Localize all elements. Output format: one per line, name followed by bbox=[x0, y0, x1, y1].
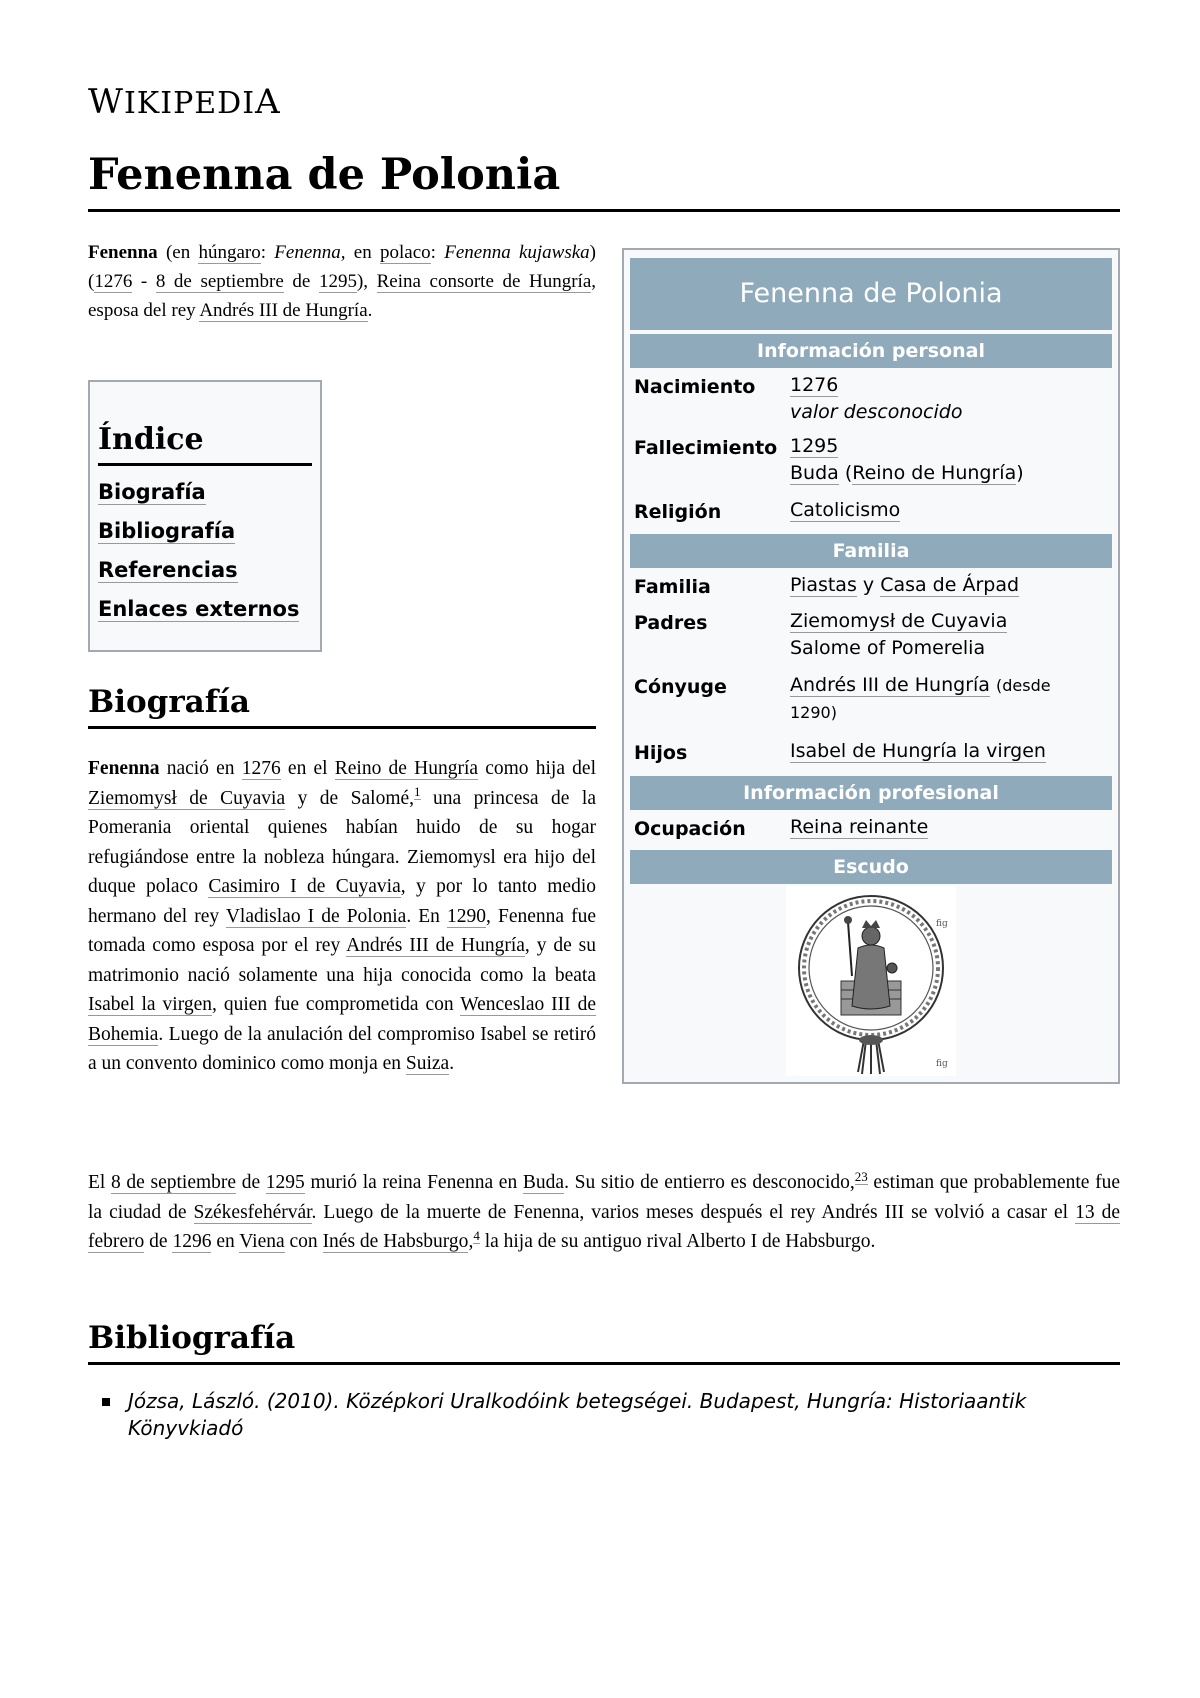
label-familia: Familia bbox=[634, 576, 711, 598]
link-1296[interactable]: 1296 bbox=[172, 1231, 212, 1252]
link-reina-reinante[interactable]: Reina reinante bbox=[790, 816, 929, 838]
link-ziemomysl[interactable]: Ziemomysł de Cuyavia bbox=[790, 610, 1008, 632]
text: , Fenenna fue tomada como esposa por el rey bbox=[88, 905, 597, 956]
label-nacimiento: Nacimiento bbox=[634, 376, 756, 398]
biografia-paragraph-1 bbox=[88, 754, 596, 1079]
link-8-septiembre[interactable]: 8 de septiembre bbox=[111, 1172, 237, 1193]
text: y bbox=[856, 574, 881, 596]
reference-label: 4 bbox=[473, 1227, 480, 1243]
link-szekesfehervar[interactable]: Székesfehérvár bbox=[193, 1201, 312, 1223]
text-italic: Fenenna, bbox=[274, 242, 346, 263]
link-hungaro[interactable]: húngaro bbox=[198, 242, 261, 263]
biografia-paragraph-2 bbox=[88, 1168, 1120, 1257]
infobox-section-familia: Familia bbox=[630, 534, 1112, 568]
text: (en bbox=[157, 242, 199, 263]
link-1295[interactable]: 1295 bbox=[318, 271, 357, 292]
link-viena[interactable]: Viena bbox=[239, 1231, 285, 1252]
section-heading-bibliografia: Bibliografía bbox=[88, 1320, 1120, 1365]
wikipedia-logo[interactable]: WIKIPEDIA bbox=[88, 82, 281, 122]
link-reino-hungria[interactable]: Reino de Hungría bbox=[852, 462, 1017, 484]
link-buda[interactable]: Buda bbox=[790, 462, 839, 484]
text: El bbox=[88, 1172, 111, 1193]
text: . Luego de la anulación del compromiso Isabel se retiró a un convento dominico como monja en bbox=[88, 1023, 596, 1074]
reference-label: 3 bbox=[861, 1168, 868, 1184]
infobox-section-escudo: Escudo bbox=[630, 850, 1112, 884]
toc-item-biografia[interactable] bbox=[98, 480, 312, 505]
toc-item-label: Biografía bbox=[98, 480, 206, 504]
seal-image[interactable] bbox=[786, 886, 956, 1076]
link-wenceslao[interactable]: Wenceslao III de Bohemia bbox=[88, 994, 597, 1045]
link-polaco[interactable]: polaco bbox=[380, 242, 431, 263]
conyuge-note: (desde 1290) bbox=[790, 676, 1051, 722]
text: : bbox=[260, 242, 275, 263]
link-vladislao[interactable]: Vladislao I de Polonia bbox=[225, 905, 407, 927]
toc-item-bibliografia[interactable] bbox=[98, 519, 312, 544]
value-religion bbox=[790, 497, 900, 524]
link-ines-habsburgo[interactable]: Inés de Habsburgo bbox=[322, 1231, 469, 1252]
link-1276[interactable]: 1276 bbox=[94, 271, 133, 292]
link-casimiro[interactable]: Casimiro I de Cuyavia bbox=[208, 876, 401, 897]
lead-name: Fenenna bbox=[88, 242, 158, 263]
text: la hija de su antiguo rival Alberto I de Habsburgo. bbox=[479, 1231, 876, 1252]
text: de bbox=[283, 271, 319, 292]
text: y de Salomé, bbox=[285, 787, 415, 809]
value-padres bbox=[790, 608, 1007, 662]
text: , quien fue comprometida con bbox=[212, 994, 461, 1015]
value-ocupacion bbox=[790, 814, 928, 841]
reference-label: 2 bbox=[854, 1168, 862, 1184]
link-1276[interactable]: 1276 bbox=[241, 758, 281, 779]
infobox bbox=[622, 248, 1120, 1084]
logo-wordmark: IKIPEDI bbox=[123, 86, 256, 121]
label-religion: Religión bbox=[634, 501, 722, 523]
link-suiza[interactable]: Suiza bbox=[405, 1053, 450, 1074]
toc-item-label: Referencias bbox=[98, 558, 238, 582]
link-1276[interactable]: 1276 bbox=[790, 374, 839, 396]
label-padres: Padres bbox=[634, 612, 708, 634]
label-conyuge: Cónyuge bbox=[634, 676, 727, 698]
link-8-septiembre[interactable]: 8 de septiembre bbox=[155, 271, 284, 292]
link-reino-hungria[interactable]: Reino de Hungría bbox=[334, 758, 479, 779]
link-piastas[interactable]: Piastas bbox=[790, 574, 857, 596]
value-nacimiento bbox=[790, 372, 962, 426]
text: como hija del bbox=[478, 758, 596, 779]
text: . bbox=[449, 1053, 455, 1074]
page-title: Fenenna de Polonia bbox=[88, 145, 1120, 212]
bullet-icon bbox=[102, 1398, 110, 1406]
bibliography-list bbox=[88, 1388, 1120, 1442]
svg-text:fig: fig bbox=[936, 1059, 948, 1069]
svg-text:fig: fig bbox=[936, 919, 948, 929]
toc-item-enlaces-externos[interactable] bbox=[98, 597, 312, 622]
toc-title: Índice bbox=[98, 422, 312, 466]
text: de bbox=[144, 1231, 173, 1252]
link-andres-iii[interactable]: Andrés III de Hungría bbox=[790, 674, 990, 696]
link-isabel-virgen[interactable]: Isabel la virgen bbox=[88, 994, 212, 1015]
text: estiman que probablemente fue la ciudad de bbox=[88, 1172, 1120, 1223]
value-familia bbox=[790, 572, 1019, 599]
bibliography-entry: Józsa, László. (2010). Középkori Uralkodóink betegségei. Budapest, Hungría: Historiaantik Könyvkiadó bbox=[128, 1389, 1027, 1440]
text: , esposa del rey bbox=[88, 271, 597, 321]
toc-item-label: Enlaces externos bbox=[98, 597, 300, 621]
text: ) ( bbox=[88, 242, 596, 292]
text: de bbox=[236, 1172, 266, 1193]
text: . Su sitio de entierro es desconocido, bbox=[564, 1172, 855, 1193]
label-fallecimiento: Fallecimiento bbox=[634, 437, 778, 459]
text: Salome of Pomerelia bbox=[790, 637, 986, 659]
text: - bbox=[132, 271, 156, 292]
link-1295[interactable]: 1295 bbox=[265, 1172, 305, 1193]
lead-paragraph bbox=[88, 238, 596, 325]
text: , y por lo tanto medio hermano del rey bbox=[88, 876, 596, 927]
link-andres-iii[interactable]: Andrés III de Hungría bbox=[346, 935, 525, 956]
value-conyuge bbox=[790, 672, 1090, 726]
infobox-section-personal: Información personal bbox=[630, 334, 1112, 368]
infobox-section-profesional: Información profesional bbox=[630, 776, 1112, 810]
text: . Luego de la muerte de Fenenna, varios meses después el rey Andrés III se volvió a casar el bbox=[311, 1201, 1076, 1223]
link-casa-arpad[interactable]: Casa de Árpad bbox=[880, 574, 1020, 596]
label-ocupacion: Ocupación bbox=[634, 818, 746, 840]
table-of-contents bbox=[88, 380, 322, 652]
text: : bbox=[430, 242, 445, 263]
text: ), bbox=[356, 271, 377, 292]
text-bold: Fenenna bbox=[88, 758, 160, 779]
text: en el bbox=[280, 758, 335, 779]
text: en bbox=[211, 1231, 240, 1252]
link-ziemomysl[interactable]: Ziemomysł de Cuyavia bbox=[88, 787, 286, 809]
link-catolicismo[interactable]: Catolicismo bbox=[790, 499, 901, 521]
value-fallecimiento: 1295 Buda (Reino de Hungría) bbox=[790, 435, 1024, 484]
text: una princesa de la Pomerania oriental quienes habían huido de su hogar refugiándose entre la nobleza húngara. Ziemomysl era hijo del duque polaco bbox=[88, 787, 596, 897]
infobox-title: Fenenna de Polonia bbox=[630, 258, 1112, 330]
link-andres-iii[interactable]: Andrés III de Hungría bbox=[199, 300, 368, 321]
text: en bbox=[345, 242, 381, 263]
text: , y de su matrimonio nació solamente una hija conocida como la beata bbox=[88, 935, 597, 986]
link-13-febrero[interactable]: 13 de febrero bbox=[88, 1201, 1120, 1252]
text: . En bbox=[406, 905, 448, 927]
label-hijos: Hijos bbox=[634, 742, 688, 764]
toc-item-referencias[interactable] bbox=[98, 558, 312, 583]
link-buda[interactable]: Buda bbox=[522, 1172, 565, 1193]
link-isabel-hungria[interactable]: Isabel de Hungría la virgen bbox=[790, 740, 1046, 762]
link-1290[interactable]: 1290 bbox=[447, 905, 487, 927]
section-heading-biografia: Biografía bbox=[88, 684, 596, 729]
link-1295[interactable]: 1295 bbox=[790, 435, 839, 457]
text: nació en bbox=[159, 758, 242, 779]
nacimiento-place: valor desconocido bbox=[790, 401, 963, 423]
text: . bbox=[367, 300, 373, 321]
toc-item-label: Bibliografía bbox=[98, 519, 236, 543]
text: con bbox=[284, 1231, 323, 1252]
reference-label: 1 bbox=[414, 784, 421, 799]
value-hijos bbox=[790, 738, 1046, 765]
text-italic: Fenenna kujawska bbox=[444, 242, 590, 263]
link-reina-consorte[interactable]: Reina consorte de Hungría bbox=[376, 271, 592, 292]
text: murió la reina Fenenna en bbox=[304, 1172, 523, 1193]
text: , bbox=[468, 1231, 474, 1252]
